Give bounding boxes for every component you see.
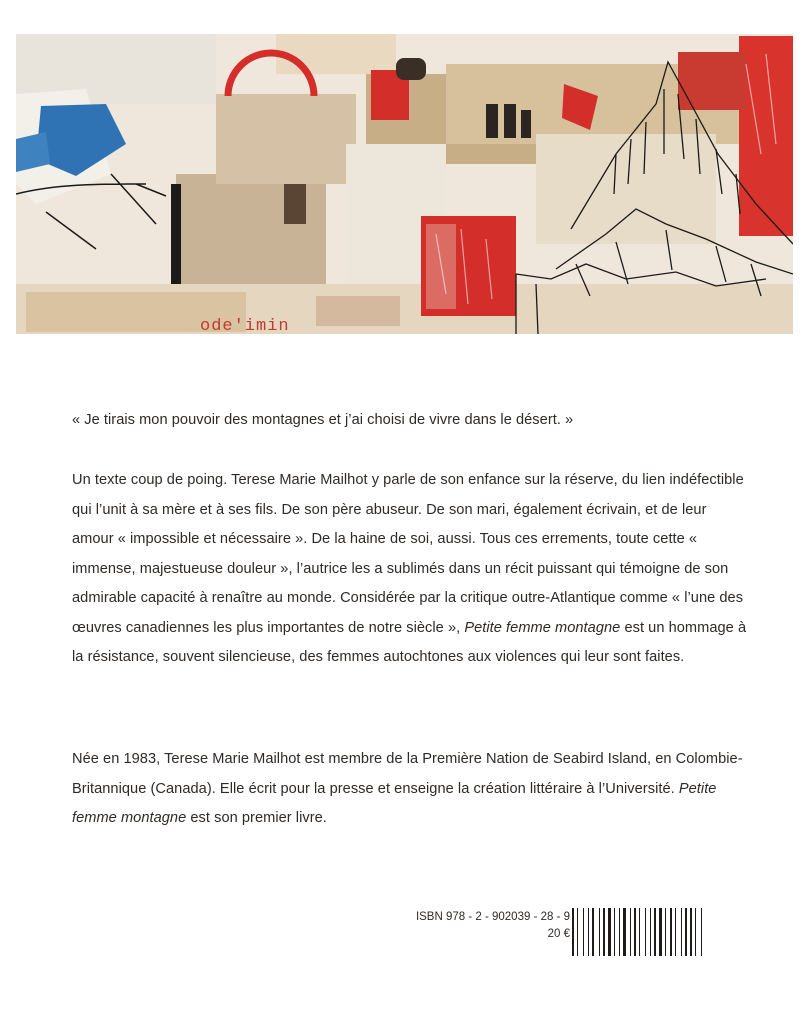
description-paragraph (72, 466, 752, 673)
description-text-end: est un hommage à la résistance, souvent silencieuse, des femmes autochtones aux violences qui leur sont faites. (72, 619, 747, 665)
barcode-bar (670, 908, 672, 956)
barcode-bar (701, 908, 702, 956)
barcode-bar (592, 908, 594, 956)
bio-text: Née en 1983, Terese Marie Mailhot est membre de la Première Nation de Seabird Island, en Colombie-Britannique (Canada). Elle écrit pour la presse et enseigne la création littéraire à l’Université. (72, 751, 743, 797)
artwork-caption: ode'imin (200, 317, 290, 334)
book-title-italic: Petite femme montagne (464, 619, 621, 636)
barcode-bar (681, 908, 682, 956)
epigraph-quote (72, 406, 752, 436)
barcode-bar (623, 908, 626, 956)
barcode-icon (572, 908, 738, 956)
bio-book-title-italic: Petite femme montagne (72, 780, 717, 826)
isbn-number: ISBN 978 - 2 - 902039 - 28 - 9 (415, 911, 570, 923)
quote-text: « Je tirais mon pouvoir des montagnes et j’ai choisi de vivre dans le désert. » (72, 412, 574, 428)
isbn-price-block (380, 909, 570, 943)
barcode-bar (665, 908, 666, 956)
barcode-bar (659, 908, 662, 956)
barcode-bar (695, 908, 696, 956)
barcode-bar (577, 908, 578, 956)
barcode-bar (619, 908, 620, 956)
barcode-bar (588, 908, 589, 956)
barcode-bar (614, 908, 615, 956)
barcode-bar (639, 908, 640, 956)
barcode-bar (654, 908, 656, 956)
bio-text-end: est son premier livre. (190, 810, 327, 826)
barcode-bar (645, 908, 646, 956)
cover-artwork (16, 34, 793, 334)
barcode-bar (685, 908, 687, 956)
bio-paragraph (72, 745, 752, 834)
barcode-bar (690, 908, 692, 956)
book-description (72, 466, 752, 673)
barcode-bar (608, 908, 611, 956)
barcode-bar (634, 908, 636, 956)
barcode-bar (583, 908, 584, 956)
price: 20 € (547, 928, 570, 940)
barcode-bar (630, 908, 631, 956)
collage-illustration (16, 34, 793, 334)
barcode-bar (599, 908, 600, 956)
barcode-bar (572, 908, 574, 956)
barcode-bar (603, 908, 605, 956)
barcode-bar (675, 908, 676, 956)
author-bio (72, 745, 752, 834)
barcode-bar (650, 908, 651, 956)
description-text: Un texte coup de poing. Terese Marie Mailhot y parle de son enfance sur la réserve, du lien indéfectible qui l’unit à sa mère et à ses fils. De son père abuseur. De son mari, également écrivain, et de leur amour « impossible et nécessaire ». De la haine de soi, aussi. Tous ces errements, toute cette « immense, majestueuse douleur », l’autrice les a sublimés dans un récit puissant qui témoigne de son admirable capacité à renaître au monde. Considérée par la critique outre-Atlantique comme « l’une des œuvres canadiennes les plus importantes de notre siècle », (72, 472, 744, 636)
